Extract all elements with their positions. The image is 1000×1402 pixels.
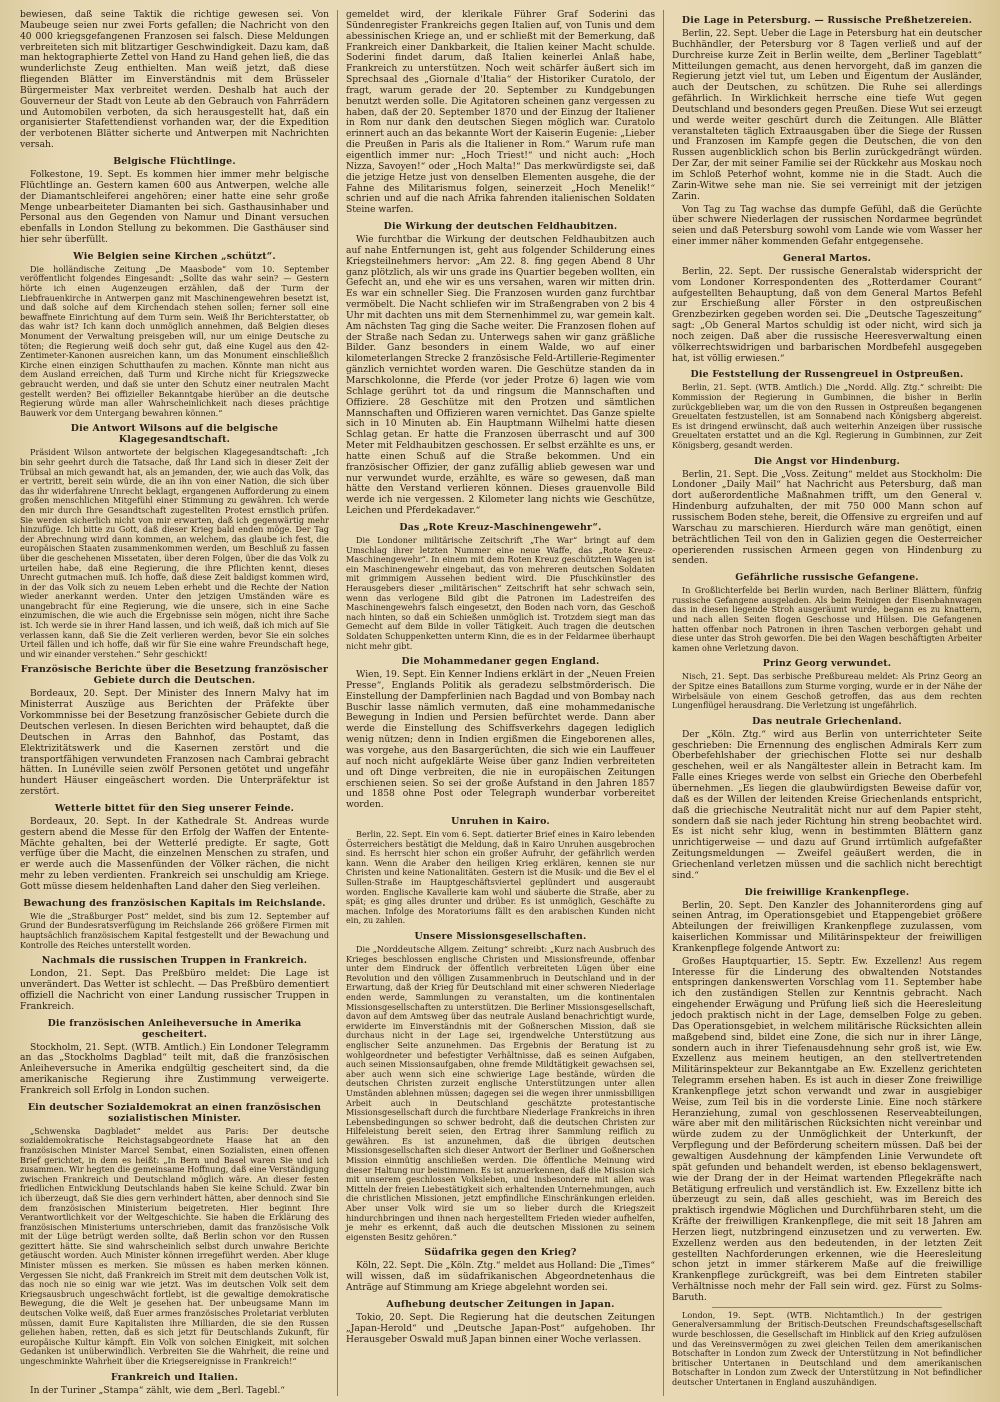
article-paragraph: Berlin, 22. Sept. Ueber die Lage in Petersburg hat ein deutscher Buchhändler, der Petersburg vor 8 Tagen verließ und auf der Durchreise kurze Zeit in Berlin weilte, dem „Berliner Tageblatt“ Mitteilungen gemacht, aus denen hervorgeht, daß im ganzen die Regierung jetzt viel tut, um Leben und Eigentum der Ausländer, auch der Deutschen, zu schützen. Die Ruhe sei allerdings gefährlich. In Wirklichkeit herrsche eine tiefe Wut gegen Deutschland und besonders gegen Preußen. Diese Wut sei erzeugt und werde weiter geschürt durch die Zeitungen. Alle Blätter veranstalteten täglich Extraausgaben über die Siege der Russen und Franzosen im Kampfe gegen die Deutschen, die von den Russen augenblicklich schon bis Berlin zurückgedrängt würden. Der Zar, der mit seiner Familie sei der Rückkehr aus Moskau noch im Schloß Peterhof wohnt, komme nie in die Stadt. Auch die Zarin-Witwe sehe man nie. Sie sei verreinigt mit der jetzigen Zarin.	[672, 29, 982, 202]
article-headline: Prinz Georg verwundet.	[762, 658, 892, 670]
article-headline: Ein deutscher Sozialdemokrat an einen französischen sozialistischen Minister.	[27, 1101, 322, 1124]
article-paragraph: Bordeaux, 20. Sept. Der Minister des Innern Malvy hat im Ministerrat Auszüge aus Berichten der Präfekte über Vorkommnisse bei der Besetzung französischer Gebiete durch die Deutschen verlesen. In diesen Berichten wird behauptet, daß die Deutschen in Arras den Bahnhof, das Postamt, das Elektrizitätswerk und die Kasernen zerstört und die transportfähigen verwundeten Franzosen nach Cambrai gebracht hätten. In Lunéville seien zwölf Personen getötet und ungefähr hundert Häuser eingeäschert worden. Die Unterpräfektur ist zerstört.	[20, 689, 329, 798]
article-headline: Die Antwort Wilsons auf die belgische Klagegesandtschaft.	[70, 423, 279, 446]
article-paragraph: London, 19. Sept. (WTB. Nichtamtlich.) In der gestrigen Generalversammlung der Britisch-Deutschen Freundschaftsgesellschaft wurde beschlossen, die Gesellschaft im Hinblick auf den Krieg aufzulösen und das Vereinsvermögen zu zwei gleichen Teilen dem amerikanischen Botschafter in London zum Zweck der Unterstützung in Not befindlicher britischer Untertanen in Deutschland und dem amerikanischen Botschafter in London zum Zweck der Unterstützung in Not befindlicher deutscher Untertanen in England auszuhändigen.	[672, 1309, 982, 1387]
article-paragraph: Bordeaux, 20. Sept. In der Kathedrale St. Andreas wurde gestern abend die Messe für den Erfolg der Waffen der Entente-Mächte gehalten, bei der Wetterlé predigte. Er sagte, Gott verfüge über die Macht, die einzelnen Menschen zu strafen, und er werde auch die Massenfünden der Völker rächen, die nicht mehr zu leben verdienten. Frankreich sei unschuldig am Kriege. Gott müsse diesem heldenhaften Land daher den Sieg verleihen.	[20, 816, 329, 892]
article-headline: Die französischen Anleiheversuche in Amerika gescheitert.	[47, 1017, 302, 1040]
article-paragraph: Die Londoner militärische Zeitschrift „The War“ bringt auf dem Umschlag ihrer letzten Nummer eine neue Waffe, das „Rote Kreuz-Maschinengewehr“. In einem mit dem Roten Kreuz geschützten Wagen ist ein Maschinengewehr eingebaut, das von mehreren deutschen Soldaten mit grimmigem Aussehen bedient wird. Die Pfuschkünstler des Herausgebers dieser „militärischen“ Zeitschrift hat sehr schwach sein, wenn das verlogene Bild gibt die Patronen im Ladestreifen des Maschinengewehrs falsch eingesetzt, den Boden nach vorn, das Geschoß nach hinten, so daß ein Schießen unmöglich ist. Trotzdem siegt man das Gemecht auf dem Bilde in voller Tätigkeit. Auch tragen die deutschen Soldaten Schuppenketten unterm Kinn, die es in der Feldarmee überhaupt nicht mehr gibt.	[346, 534, 655, 651]
article-paragraph: In Großlichterfelde bei Berlin wurden, nach Berliner Blättern, fünfzig russische Gefangene ausgeladen. Als beim Reinigen der Eisenbahnwagen das in diesen liegende Stroh ausgeräumt wurde, begann es zu knattern, und nach allen Seiten flogen Geschosse und Hülsen. Die Gefangenen hatten offenbar noch Patronen in ihren Taschen verborgen gehabt und diese unter das Stroh geworfen. Die bei den Wagen beschäftigten Arbeiter kamen ohne Verletzung davon.	[672, 585, 982, 653]
article-headline: Wetterle bittet für den Sieg unserer Feinde.	[54, 802, 295, 814]
column-left	[12, 10, 338, 1396]
article-headline: Französische Berichte über die Besetzung französischer Gebiete durch die Deutschen.	[20, 664, 329, 687]
article-paragraph: Großes Hauptquartier, 15. Septr. Ew. Exzellenz! Aus regem Interesse für die Linderung des obwaltenden Notstandes entspringen dankenswerten Vorschlag vom 11. September habe ich den zuständigen Stellen zur Kenntnis gebracht. Nach eingehender Erwägung und Prüfung ließ sich die Heeresleitung jedoch praktisch nicht in der Lage, demselben Folge zu geben. Das Operationsgebiet, in welchem militärische Rücksichten allein maßgebend sind, bildet eine Zone, die sich nur in ihrer Länge, sondern auch in ihrer Tiefenausdehnung sehr groß ist, wie Ew. Exzellenz aus meinem heutigen, an den stellvertretenden Militärinspekteur zur Bekanntgabe an Ew. Exzellenz gerichteten Telegramm ersehen haben. Es ist auch in dieser Zone freiwillige Krankenpflege jetzt schon verwandt und zwar in ausgiebiger Weise, zum Teil bis in die vorderste Linie. Eine noch stärkere Heranziehung, zumal von geschlossenen Reserveabteilungen, wäre aber mit den militärischen Rücksichten nicht vereinbar und würde zudem zu der Unmöglichkeit der Unterkunft, der Verpflegung und der Beförderung scheitern müssen. Daß bei der gewaltigen Ausdehnung der kämpfenden Linie Verwundete oft spät gefunden und behandelt werden, ist ebenso beklagenswert, wie der Drang der in der Heimat wartenden Pflegekräfte nach Betätigung erfreulich und verständlich ist. Ew. Exzellenz bitte ich überzeugt zu sein, daß alles geschieht, was im Bereich des praktisch irgendwie Möglichen und Durchführbaren steht, um die Kräfte der freiwilligen Krankenpflege, die mit seit 18 Jahren am Herzen liegt, nutzbringend einzusetzen und zu verwerten. Ew. Exzellenz werden aus den bedeutenden, in der letzten Zeit gestellten Nachforderungen erkennen, wie die Heeresleitung schon jetzt in immer stärkerem Maße auf die freiwillige Krankenpflege zurückgreift, was bei dem Eintreten stabiler Verhältnisse noch mehr der Fall sein wird. gez. Fürst zu Solms-Baruth.	[672, 956, 982, 1303]
article-paragraph: Präsident Wilson antwortete der belgischen Klagegesandtschaft: „Ich bin sehr geehrt durch die Tatsache, daß Ihr Land sich in dieser Zeit der Trübsal an mich gewandt hat, als an jemanden, der, wie auch das Volk, das er vertritt, bereit sein würde, die an ihn von einer Nation, die sich über das ihr widerfahrene Unrecht beklagt, ergangenen Aufforderung zu einem großen menschlichen Mitgefühl einer Stimmung zu gewähren. Ich werde den mir durch Ihre Gesandtschaft zugestellten Protest ernstlich prüfen. Sie werden sicherlich nicht von mir erwarten, daß ich gegenwärtig mehr hinzufüge. Ich bitte zu Gott, daß dieser Krieg bald enden möge. Der Tag der Abrechnung wird dann kommen, an welchem, das glaube ich fest, die europäischen Staaten zusammenkommen werden, um Beschluß zu fassen über die geschehenen Missetaten, über deren Folgen, über die das Volk zu urteilen habe, daß eine Regierung, die ihre Pflichten kennt, dieses Unrecht gutmachen muß. Ich hoffe, daß diese Zeit baldigst kommen wird, in der das Volk sich zu neuem Leben erhebt und die Rechte der Nation wieder anerkannt werden. Unter den jetzigen Umständen wäre es unangebracht für eine Regierung, wie die unsere, sich in eine Sache einzumischen, die wie auch die Ergebnisse sein mögen, nicht ihre Sache ist. Ich werde sie in ihrer Hand lassen, und ich weiß, daß ich mich auf Sie verlassen kann, daß Sie die Zeit verlieren werden, bevor Sie ein solches Urteil fällen und ich hoffe, daß wir für Sie eine wahre Freundschaft hege, und wir einander verstehen.“ Sehr geschickt!	[20, 447, 329, 659]
columns	[12, 10, 990, 1396]
article-paragraph: Köln, 22. Sept. Die „Köln. Ztg.“ meldet aus Holland: Die „Times“ will wissen, daß im südafrikanischen Abgeordnetenhaus die Anträge auf Stimmung am Kriege abgelehnt worden sei.	[346, 1261, 655, 1294]
article-paragraph: Tokio, 20. Sept. Die Regierung hat die deutschen Zeitungen „Japan-Herold“ und „Deutsche Japan-Post“ aufgehoben. Ihr Herausgeber Oswald muß Japan binnen einer Woche verlassen.	[346, 1312, 655, 1345]
article-paragraph: Von Tag zu Tag wachse das dumpfe Gefühl, daß die Gerüchte über schwere Niederlagen der russischen Nordarmee begründet seien und daß Petersburg sowohl vom Lande wie vom Wasser her einer immer näher kommenden Gefahr entgegensehe.	[672, 204, 982, 248]
article-paragraph: Berlin, 20. Sept. Den Kanzler des Johanniterordens ging auf seinen Antrag, im Operationsgebiet und Etappengebiet größere Abteilungen der freiwilligen Krankenpflege zuzulassen, vom kaiserlichen Kommissar und Militärinspekteur der freiwilligen Krankenpflege folgende Antwort zu:	[672, 900, 982, 954]
column-middle	[338, 10, 664, 1396]
divider-rule	[712, 1307, 942, 1308]
article-paragraph: bewiesen, daß seine Taktik die richtige gewesen sei. Von Maubeuge seien nur zwei Forts gefallen; die Nachricht von den 40 000 kriegsgefangenen Franzosen sei falsch. Diese Meldungen verbreiteten sich mit blitzartiger Geschwindigkeit. Dazu kam, daß man hektographierte Zettel von Hand zu Hand gehen ließ, die das wunderlichste Zeug enthielten. Man weiß jetzt, daß diese fliegenden Blätter im Einverständnis mit dem Brüsseler Bürgermeister Max verbreitet werden. Deshalb hat auch der Gouverneur der Stadt von Leute ab den Gebrauch von Fahrrädern und Automobilen verboten, da sich herausgestellt hat, daß ein organisierter Stafettendienst vorhanden war, der die Expedition der verbotenen Blätter sicherte und Antwerpen mit Nachrichten versah.	[20, 10, 329, 151]
article-headline: Das „Rote Kreuz-Maschinengewehr“.	[399, 521, 602, 533]
article-headline: Wie Belgien seine Kirchen „schützt“.	[73, 250, 276, 262]
article-paragraph: London, 21. Sept. Das Preßbüro meldet: Die Lage ist unverändert. Das Wetter ist schlecht. — Das Preßbüro dementiert offiziell die Nachricht von einer Landung russischer Truppen in Frankreich.	[20, 969, 329, 1012]
article-headline: Frankreich und Italien.	[110, 1371, 239, 1383]
article-headline: Die Wirkung der deutschen Feldhaubitzen.	[383, 221, 618, 233]
article-paragraph: Wie die „Straßburger Post“ meldet, sind bis zum 12. September auf Grund der Bundesratsverfügung im Reichslande 266 größere Firmen mit hauptsächlich französischem Kapital festgestellt und der Bewachung und Kontrolle des Reiches unterstellt worden.	[20, 910, 329, 950]
article-paragraph: In der Turiner „Stampa“ zählt, wie dem „Berl. Tagebl.“	[30, 1385, 285, 1396]
article-headline: Gefährliche russische Gefangene.	[735, 572, 919, 584]
article-paragraph: Berlin, 22. Sept. Der russische Generalstab widerspricht der vom Londoner Korrespondenten des „Rotterdamer Courant“ aufgestellten Behauptung, daß von dem General Martos Befehl zur Erschießung aller Förster in den ostpreußischen Grenzbezirken gegeben worden sei. Die „Deutsche Tageszeitung“ sagt: „Ob General Martos schuldig ist oder nicht, wird sich ja noch zeigen. Daß aber die russische Heeresverwaltung einen völkerrechtswidrigen und barbarischen Mordbefehl ausgegeben hat, ist völlig erwiesen.“	[672, 266, 982, 364]
article-paragraph: Die holländische Zeitung „De Maasbode“ vom 10. September veröffentlicht folgendes Eingesandt: „Sollte das wahr sein? — Gestern hörte ich einen Augenzeugen erzählen, daß der Turm der Liebfrauenkirche in Antwerpen ganz mit Maschinengewehren besetzt ist, und daß solche auf dem Kirchendach stehen sollen; ferner soll eine bewaffnete Einrichtung auf dem Turm sein. Weiß Ihr Berichterstatter, ob das wahr ist? Ich kann doch unmöglich annehmen, daß Belgien dieses Monument der Verwaltung preisgeben will, nur um einige Deutsche zu töten; die Regierung weiß doch sehr gut, daß eine Kugel aus den 42-Zentimeter-Kanonen ausreichen kann, um das Monument einschließlich Kirche einen einzigen Schutthaufen zu machen. Könnte man nicht aus dem Ausland erreichen, daß Turm und Kirche nicht für Kriegszwecke gebraucht werden, und daß sie unter den Schutz einer neutralen Macht gestellt werden? Bei offizieller Bekanntgabe hierüber an die deutsche Regierung würde man aller Wahrscheinlichkeit nach dieses prächtige Bauwerk vor dem Untergang bewahren können.“	[20, 263, 329, 418]
article-paragraph: Berlin, 22. Sept. Ein vom 6. Sept. datierter Brief eines in Kairo lebenden Österreichers bestätigt die Meldung, daß in Kairo Unruhen ausgebrochen sind. Es herrscht hier schon ein großer Aufruhr, der gefährlich werden kann. Wenn die Araber den heiligen Krieg erklären, kennen sie nur Christen und keine Nationalitäten. Gestern ist die Musik- und die Bev el el Sullen-Straße im Hauptgeschäftsviertel geplündert und ausgeraubt worden. Englische Kavallerie kam wohl und säuberte die Straße, aber zu spät; es ging alles drunter und drüber. Es ist unmöglich, Geschäfte zu machen. Infolge des Moratoriums fällt es den arabischen Kunden nicht ein, zu zahlen.	[346, 829, 655, 926]
article-headline: Bewachung des französischen Kapitals im Reichslande.	[23, 897, 326, 909]
article-headline: Unsere Missionsgesellschaften.	[414, 931, 587, 942]
article-paragraph: Folkestone, 19. Sept. Es kommen hier immer mehr belgische Flüchtlinge an. Gestern kamen 600 aus Antwerpen, welche alle der Diamantschleiferei angehören; einer hatte eine sehr große Menge unbearbeiteter Diamanten bei sich. Gasthausinhaber und Personal aus den Gegenden von Namur und Dinant versuchen ebenfalls in London Stellung zu bekommen. Die Gasthäuser sind hier sehr überfüllt.	[20, 169, 329, 246]
article-headline: Unruhen in Kairo.	[451, 816, 550, 828]
article-paragraph: Der „Köln. Ztg.“ wird aus Berlin von unterrichteter Seite geschrieben: Die Ernennung des englischen Admirals Kerr zum Oberbefehlshaber der griechischen Flotte sei nur deshalb geschehen, weil er als Nangältester allein in Betracht kam. Im Falle eines Krieges werde von selbst ein Grieche den Oberbefehl übernehmen. „Es liegen die glaubwürdigsten Beweise dafür vor, daß es der Willen der leitenden Kreise Griechenlands entspricht, daß die griechische Neutralität nicht nur auf dem Papier steht, sondern daß sie nach jeder Richtung hin streng beobachtet wird. Es ist nicht sehr klug, wenn in bestimmten Blättern ganz unrichtigerweise — und dazu auf Grund irrtümlich aufgefaßter Zeitungsmeldungen — Zweifel geäußert werden, die in Griechenland verletzen müssen und die sachlich nicht berechtigt sind.“	[672, 729, 982, 881]
article-paragraph: Nisch, 21. Sept. Das serbische Preßbureau meldet: Als Prinz Georg an der Spitze eines Bataillons zum Sturme vorging, wurde er in der Nähe der Wirbelsäule von einem Geschoß getroffen, das aus dem rechten Lungenflügel herausdrang. Die Verletzung ist ungefährlich.	[672, 671, 982, 711]
article-headline: Nachmals die russischen Truppen in Frankreich.	[41, 955, 308, 967]
article-headline: Die Lage in Petersburg. — Russische Preßhetzereien.	[681, 15, 973, 26]
article-paragraph: gemeldet wird, der klerikale Führer Graf Soderini das Sündenregister Frankreichs gegen Italien auf, von Tunis und dem abessinischen Kriege an, und er schließt mit der Bemerkung, daß Frankreich einer Dankbarkeit, die Italien keiner Macht schulde. Soderini findet darum, daß Italien keinerlei Anlaß habe, Frankreich zu unterstützen. Noch weit schärfer äußert sich im Sprechsaal des „Giornale d'Italia“ der Historiker Curatolo, der fragt, warum gerade der 20. September zu Kundgebungen benutzt werden solle. Die Agitatoren scheinen ganz vergessen zu haben, daß der 20. September 1870 und der Einzug der Italiener in Rom nur dank den deutschen Siegen möglich war. Curatolo erinnert auch an das bekannte Wort der Kaiserin Eugenie: „Lieber die Preußen in Paris als die Italiener in Rom.“ Warum rufe man eigentlich immer nur: „Hoch Triest!“ und nicht auch: „Hoch Nizza, Savoyen!“ oder „Hoch Malta!“ Das merkwürdigste sei, daß die jetzige Hetze just von denselben Elementen ausgehe, die der Fahne des Militarismus folgen, seinerzeit „Hoch Menelik!“ schrien und auf die nach Afrika fahrenden italienischen Soldaten Steine warfen.	[346, 10, 655, 216]
article-headline: Südafrika gegen den Krieg?	[424, 1247, 577, 1259]
article-headline: Die Angst vor Hindenburg.	[753, 455, 901, 467]
article-headline: Die freiwillige Krankenpflege.	[744, 886, 910, 898]
article-headline: Die Feststellung der Russengreuel in Ostpreußen.	[690, 369, 964, 381]
article-headline: Das neutrale Griechenland.	[752, 715, 902, 727]
article-paragraph: Berlin, 21. Sept. (WTB. Amtlich.) Die „Nordd. Allg. Ztg.“ schreibt: Die Kommission der Regierung in Gumbinnen, die bisher in Berlin zurückgeblieben war, um die von den Russen in Ostpreußen begangenen Greueltaten festzustellen, ist am Sonnabend nach Königsberg abgereist. Es ist dringend erwünscht, daß auch weiterhin Anzeigen über russische Greueltaten erstattet und an die Kgl. Regierung in Gumbinnen, zur Zeit Königsberg, gesandt werden.	[672, 382, 982, 451]
article-paragraph: Die „Norddeutsche Allgem. Zeitung“ schreibt: „Kurz nach Ausbruch des Krieges beschlossen englische Christen und Missionsfreunde, offenbar unter dem Eindruck der öffentlich verbreiteten Lügen über eine Revolution und den völligen Zusammenbruch in Deutschland und in der Erwartung, daß der Krieg für Deutschland mit einer schweren Niederlage enden werde, Sammlungen zu veranstalten, um die kontinentalen Missionsgesellschaften zu unterstützen. Die Berliner Missionsgesellschaft, davon auf dem Amtsweg über das neutrale Ausland benachrichtigt wurde, erwiderte im Einverständnis mit der Goßnerschen Mission, daß sie durchaus nicht in der Lage sei, irgendwelche Unterstützung aus englischer Seite anzunehmen. Das Ergebnis der Beratung ist zu wohlgeordneter und befestigter Verhältnisse, daß es seinen Aufgaben, auch seinen Missionsaufgaben, ohne fremde Mildtätigkeit gewachsen sei, aber auch wenn sich eine schwierige Lage bestände, würden die deutschen Christen zurzeit englische Unterstützungen unter allen Umständen ablehnen müssen; dagegen sei die wegen ihrer unmissbilligen Arbeit auch in Deutschland geschätzte protestantische Missionsgesellschaft durch die furchtbare Niederlage Frankreichs in ihren Lebensbedingungen so schwer bedroht, daß die deutschen Christen zur Hilfeleistung bereit seien, den Ertrag ihrer Sammlung reiflich zu gewähren. Es ist anzunehmen, daß die übrigen deutschen Missionsgesellschaften sich dieser Antwort der Berliner und Goßnerschen Mission einmütig anschließen werden. Die öffentliche Meinung wird dieser Haltung nur beistimmen. Es ist anzuerkennen, daß die Mission sich mit unserem geschlossen Volksleben, und insbesondere mit allen was Mitteln der freien Liebestätigkeit sich erhaltenden Unternehmungen, auch die christlichen Missionen, jetzt empfindliche Einschränkungen erleiden. Aber unser Volk wird sie um so lieber durch die Kriegszeit hindurchbringen und ihnen nach hergestelltem Frieden wieder aufhelfen, je mehr es erkennt, daß auch die deutschen Missionen zu seinem eigensten Besitz gehören.“	[346, 944, 655, 1242]
article-headline: Aufhebung deutscher Zeitungen in Japan.	[386, 1298, 615, 1310]
article-headline: Die Mohammedaner gegen England.	[401, 656, 600, 668]
column-right	[664, 10, 990, 1396]
article-paragraph: Wien, 19. Sept. Ein Kenner Indiens erklärt in der „Neuen Freien Presse“, Englands Politik als geradezu selbstmörderisch. Die Einstellung der Dampferlinien nach Bagdad und von Bombay nach Buschir lasse nämlich vermuten, daß eine mohammedanische Bewegung in Indien und Persien befürchtet werde. Dann aber werde die Einstellung des Schiffsverkehrs dagegen lediglich wenig nützen; denn in Indien ergißmen die Eingeborenen alles, was vorgehe, aus den Basargerüchten, die sich wie ein Lauffeuer auf noch nicht aufgeklärte Weise über ganz Indien verbreiteten und oft Dinge verbreiten, die nie in europäischen Zeitungen erschienen seien. So sei der große Aufstand in den Jahren 1857 und 1858 ohne Post oder Telegraph wunderbar vorbereitet worden.	[346, 670, 655, 811]
article-headline: Belgische Flüchtlinge.	[113, 155, 236, 167]
article-paragraph: „Schwenska Dagbladet“ meldet aus Paris: Der deutsche sozialdemokratische Reichstagsabgeordnete Haase hat an den französischen Minister Marcel Sembat, einen Sozialisten, einen offenen Brief gerichtet, in dem es heißt: „In Bern und Basel waren Sie und ich zusammen. Wir hegten die gemeinsame Hoffnung, daß eine Verständigung zwischen Frankreich und Deutschland möglich wäre. An dieser festen friedlichen Entwicklung Deutschlands haben Sie keine Schuld. Zwar bin ich überzeugt, daß Sie dies gern verhindert hätten, aber dennoch sind Sie dem französischen Ministerium beigetreten. Hier beginnt Ihre Verantwortlichkeit vor der Weltgeschichte. Sie haben die Erklärung des französischen Ministeriums unterschrieben, damit das französische Volk mit der Lüge betrügt werden sollte, daß Berlin schon vor den Russen gezittert hätte. Sie sind wahrscheinlich selbst durch unwahre Berichte getäuscht worden. Auch Minister können irregeführt werden. Aber kluge Minister müssen es merken. Sie müssen es haben merken können. Vergessen Sie nicht, daß Frankreich im Streit mit dem deutschen Volk ist, das noch nie so einig war wie jetzt. Was im deutschen Volk seit dem Kriegsausbruch ungeschwächt fortlebt, ist die gewaltige demokratische Bewegung, die die Welt je gesehen hat. Der unbeugsame Mann im deutschen Volke weiß, daß Euer armes französisches Proletariat verbluten müssen, damit Eure Kapitalisten ihre Milliarden, die sie den Russen geliehen haben, retten, daß es sich jetzt für Deutschlands Zukunft, für europäische Kultur kämpft. Ein Volk von solchen Einigkeit, mit solchen Gedanken ist unüberwindlich. Verbreiten Sie die Wahrheit, die reine und ungeschminkte Wahrheit über die Kriegsereignisse in Frankreich!“	[20, 1125, 329, 1366]
article-paragraph: Stockholm, 21. Sept. (WTB. Amtlich.) Ein Londoner Telegramm an das „Stockholms Dagblad“ teilt mit, daß die französischen Anleiheversuche in Amerika endgültig gescheitert sind, da die amerikanische Regierung ihre Zustimmung verweigerte. Frankreich soll Erfolg in London suchen.	[20, 1042, 329, 1096]
article-paragraph: Wie furchtbar die Wirkung der deutschen Feldhaubitzen auch auf nahe Entfernungen ist, geht aus folgender Schilderung eines Kriegsteilnehmers hervor: „Am 22. 8. fing gegen Abend 8 Uhr ganz plötzlich, als wir uns grade ins Quartier begeben wollten, ein Gefecht an, und ehe wir es uns versahen, waren wir mitten drin. Es war ein schneller Sieg. Die Franzosen wurden ganz furchtbar vermöbelt. Die Nacht schliefen wir im Straßengraben von 2 bis 4 Uhr mit dachten uns mit dem Sternenhimmel zu, war gemein kalt. Am nächsten Tag ging die Sache weiter. Die Franzosen flohen auf der Straße nach Sedan zu. Unterwegs sahen wir ganz gräßliche Bilder. Ganz besonders in einem Walde, wo auf einer kilometerlangen Strecke 2 französische Feld-Artillerie-Regimenter gänzlich vernichtet worden waren. Die Geschütze standen da in Marschkolonne, die Pferde (vor jeder Protze 6) lagen wie vom Schlage gerührt tot da und ringsum die Mannschaften und Offiziere. 28 Geschütze mit den Protzen und sämtlichen Mannschaften und Offizieren waren vernichtet. Das Ganze spielte sich in 10 Minuten ab. Ein Hauptmann Wilhelmi hatte diesen Schlag getan. Er hatte die Franzosen überrascht und auf 300 Meter mit Feldhaubitzen geschossen. Er selbst erzählte es uns, er hatte einen Schuß auf die Straße bekommen. Und ein französischer Offizier, der ganz zufällig ablieb gewesen war und nur verwundet wurde, erzählte, es wäre so gewesen, daß man hätte den Verstand verlieren können. Dieses grauenvolle Bild werde ich nie vergessen. 2 Kilometer lang nichts wie Geschütze, Leichen und Pferdekadaver.“	[346, 235, 655, 517]
article-headline: General Martos.	[782, 252, 872, 264]
article-paragraph: Berlin, 21. Sept. Die „Voss. Zeitung“ meldet aus Stockholm: Die Londoner „Daily Mail“ hat Nachricht aus Petersburg, daß man dort außerordentliche Maßnahmen trifft, um den General v. Hindenburg aufzuhalten, der mit 750 000 Mann schon auf russischem Boden stehe, bereit, die Offensive zu ergreifen und auf Warschau zu marschieren. Hierdurch wäre man genötigt, einen beträchtlichen Teil von den in Galizien gegen die Oesterreicher operierenden russischen Armeen gegen von Hindenburg zu senden.	[672, 469, 982, 567]
